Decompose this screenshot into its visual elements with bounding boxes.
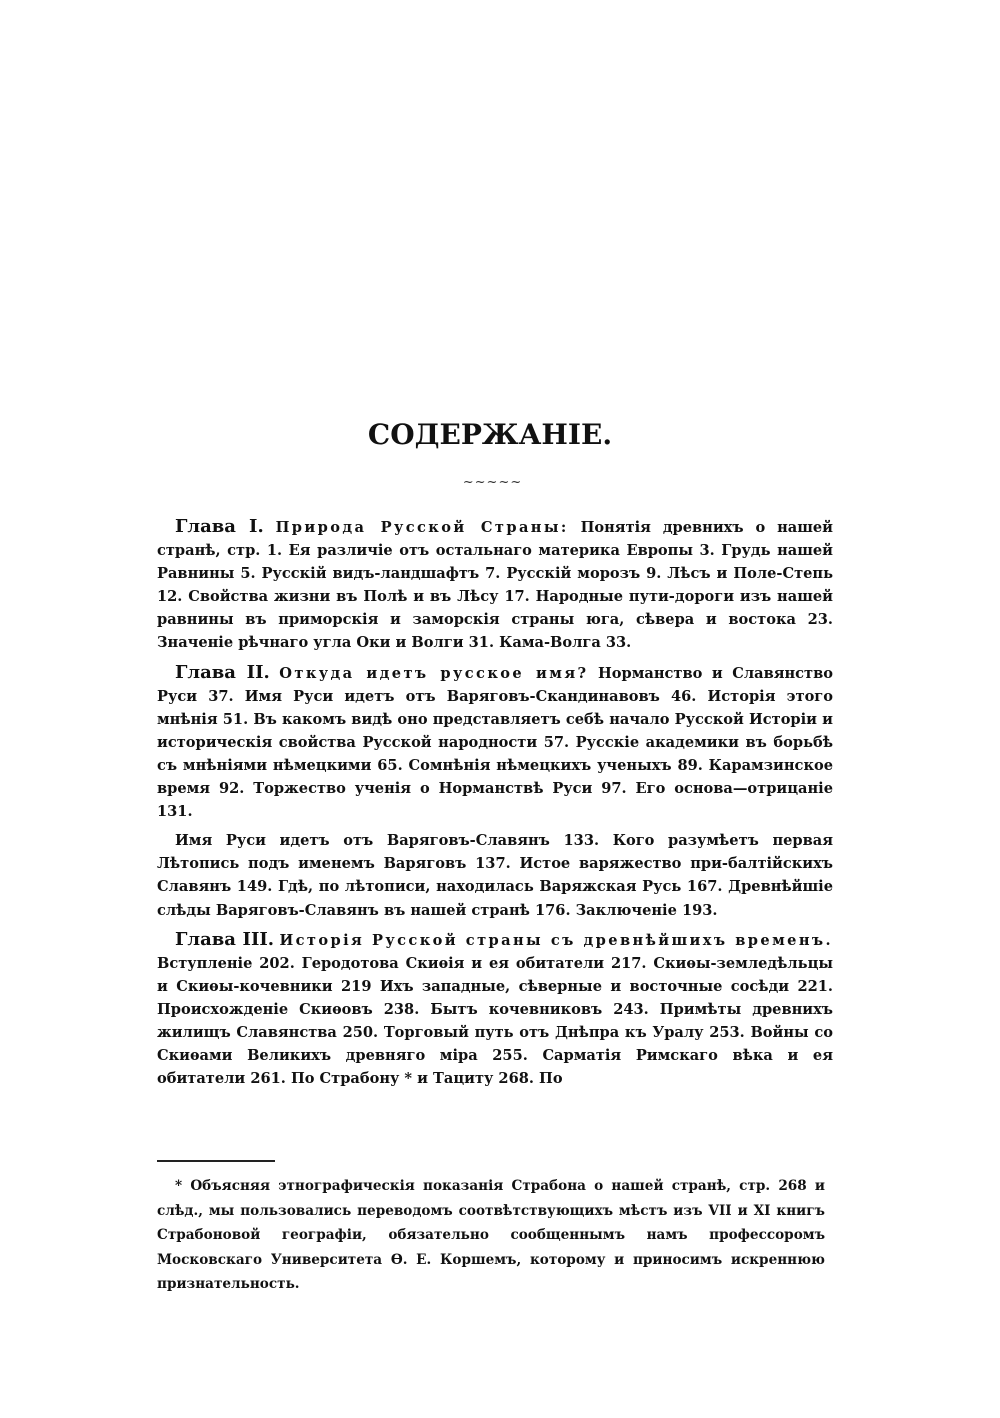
title-ornament: ~~~~~ [462, 475, 523, 490]
chapter-1-entry [157, 515, 833, 655]
table-of-contents [157, 515, 833, 1096]
chapter-2-label: Глава II. [175, 661, 270, 683]
footnote: * Объясняя этнографическія показанія Страбона о нашей странѣ, стр. 268 и слѣд., мы пользовались переводомъ соотвѣтствующихъ мѣстъ изъ VII и XI книгъ Страбоновой географіи, обязательно сообщеннымъ намъ профессоромъ Московскаго Университета Ѳ. Е. Коршемъ, которому и приносимъ искреннюю признательность. [157, 1178, 825, 1292]
chapter-2-text: Норманство и Славянство Руси 37. Имя Руси идетъ отъ Варяговъ-Скандинавовъ 46. Исторія этого мнѣнія 51. Въ какомъ видѣ оно представляетъ себѣ начало Русской Исторіи и историческія свойства Русской народности 57. Русскіе академики въ борьбѣ съ мнѣніями нѣмецкими 65. Сомнѣнія нѣмецкихъ ученыхъ 89. Карамзинское время 92. Торжество ученія о Норманствѣ Руси 97. Его основа—отрицаніе 131. [157, 664, 833, 821]
chapter-2-continuation-text: Имя Руси идетъ отъ Варяговъ-Славянъ 133. Кого разумѣетъ первая Лѣтопись подъ именемъ Варяговъ 137. Истое варяжество при-балтійскихъ Славянъ 149. Гдѣ, по лѣтописи, находилась Варяжская Русь 167. Древнѣйшіе слѣды Варяговъ-Славянъ въ нашей странѣ 176. Заключеніе 193. [157, 832, 833, 919]
chapter-3-label: Глава III. [175, 928, 275, 950]
chapter-3-text: Вступленіе 202. Геродотова Скиѳія и ея обитатели 217. Скиѳы-земледѣльцы и Скиѳы-кочевники 219 Ихъ западные, сѣверные и восточные сосѣди 221. Происхожденіе Скиѳовъ 238. Бытъ кочевниковъ 243. Примѣты древнихъ жилищъ Славянства 250. Торговый путь отъ Днѣпра къ Уралу 253. Войны со Скиѳами Великихъ древняго міра 255. Сарматія Римскаго вѣка и ея обитатели 261. По Страбону * и Тациту 268. По [157, 954, 833, 1088]
chapter-1-heading: Природа Русской Страны: [275, 519, 569, 536]
chapter-1-text: Понятія древнихъ о нашей странѣ, стр. 1. Ея различіе отъ остальнаго материка Европы 3. Грудь нашей Равнины 5. Русскій видъ-ландшафтъ 7. Русскій морозъ 9. Лѣсъ и Поле-Степь 12. Свойства жизни въ Полѣ и въ Лѣсу 17. Народные пути-дороги изъ нашей равнины въ приморскія и заморскія страны юга, сѣвера и востока 23. Значеніе рѣчнаго угла Оки и Волги 31. Кама-Волга 33. [157, 519, 834, 652]
chapter-2-heading: Откуда идетъ русское имя? [279, 664, 589, 682]
chapter-2-continuation [157, 829, 833, 921]
footnote-rule [157, 1160, 275, 1162]
chapter-3-heading: Исторія Русской страны съ древнѣйшихъ временъ. [279, 931, 833, 949]
chapter-1-label: Глава I. [175, 516, 264, 537]
chapter-2-entry [157, 661, 833, 824]
chapter-3-entry [157, 928, 833, 1091]
page-title: СОДЕРЖАНІЕ. [367, 418, 613, 451]
